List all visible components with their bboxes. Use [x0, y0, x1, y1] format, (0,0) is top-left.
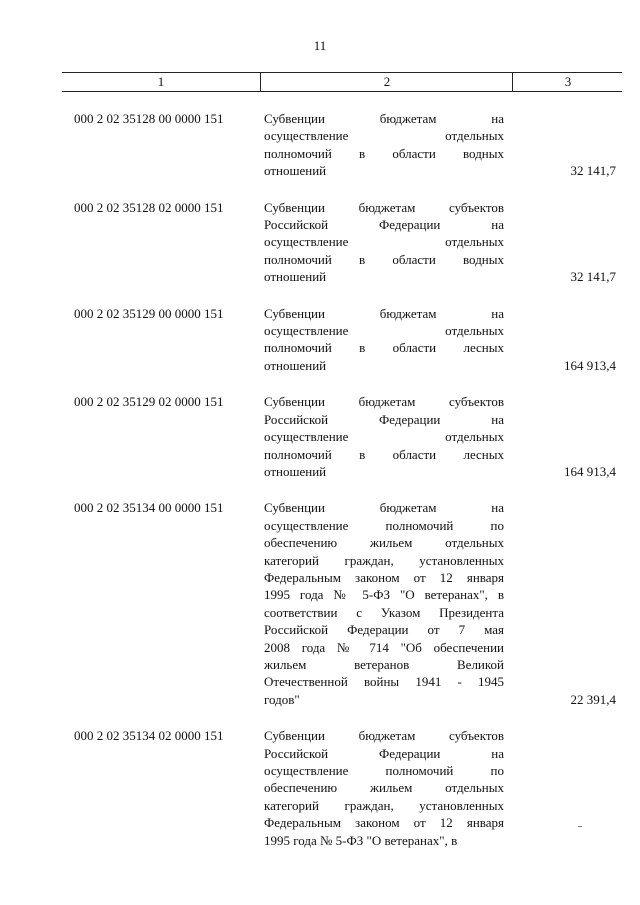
description-line: Субвенции бюджетам субъектов [264, 199, 504, 215]
row-code: 000 2 02 35134 02 0000 151 [74, 728, 224, 744]
description-line: Российской Федерации на [264, 745, 504, 761]
description-line: полномочий в области водных [264, 145, 504, 161]
description-line: категорий граждан, установленных [264, 552, 504, 568]
description-line: обеспечению жильем отдельных [264, 535, 504, 551]
description-line: Российской Федерации на [264, 411, 504, 427]
description-line: полномочий в области лесных [264, 446, 504, 462]
description-line: полномочий в области лесных [264, 340, 504, 356]
row-amount: 32 141,7 [570, 269, 616, 285]
row-code: 000 2 02 35128 02 0000 151 [74, 199, 224, 215]
description-line: осуществление полномочий по [264, 517, 504, 533]
description-line: Субвенции бюджетам субъектов [264, 394, 504, 410]
description-line: осуществление отдельных [264, 234, 504, 250]
description-line: соответствии с Указом Президента [264, 604, 504, 620]
description-line: Российской Федерации от 7 мая [264, 622, 504, 638]
description-line: Субвенции бюджетам на [264, 111, 504, 126]
row-amount: 22 391,4 [570, 691, 616, 707]
description-line: полномочий в области водных [264, 251, 504, 267]
description-line: Федеральным законом от 12 января [264, 569, 504, 585]
description-line: отношений [264, 163, 327, 179]
description-line: жильем ветеранов Великой [264, 656, 504, 672]
description-line: Федеральным законом от 12 января [264, 815, 504, 831]
row-code: 000 2 02 35128 00 0000 151 [74, 111, 224, 126]
description-line: отношений [264, 357, 327, 373]
description-line: осуществление отдельных [264, 323, 504, 339]
description-line: Субвенции бюджетам субъектов [264, 728, 504, 744]
table-row [0, 499, 640, 708]
description-line: отношений [264, 463, 327, 479]
row-code: 000 2 02 35134 00 0000 151 [74, 500, 224, 516]
header-col-1: 1 [157, 74, 165, 89]
table-row [0, 727, 640, 849]
row-code: 000 2 02 35129 00 0000 151 [74, 305, 224, 321]
row-amount: 164 913,4 [564, 357, 616, 373]
row-code: 000 2 02 35129 02 0000 151 [74, 394, 224, 410]
row-description [264, 305, 504, 375]
header-col-3: 3 [512, 73, 623, 91]
table-row [0, 199, 640, 286]
description-line: 2008 года № 714 "Об обеспечении [264, 639, 504, 655]
table-header [62, 72, 622, 92]
row-amount: 32 141,7 [570, 163, 616, 179]
row-description [264, 727, 504, 849]
description-line: 1995 года № 5-ФЗ "О ветеранах", в [264, 587, 504, 603]
table-row [0, 110, 640, 180]
row-description [264, 110, 504, 180]
description-line: отношений [264, 269, 327, 285]
header-col-2: 2 [260, 73, 513, 91]
table-row [0, 305, 640, 375]
description-line: осуществление отдельных [264, 429, 504, 445]
margin-mark [578, 826, 582, 827]
description-line: осуществление отдельных [264, 128, 504, 144]
table-body [0, 110, 640, 868]
description-line: Отечественной войны 1941 - 1945 [264, 674, 504, 690]
row-description [264, 393, 504, 480]
table-row [0, 393, 640, 480]
description-line: осуществление полномочий по [264, 763, 504, 778]
description-line: Субвенции бюджетам на [264, 500, 504, 516]
description-line: годов" [264, 691, 300, 707]
row-description [264, 199, 504, 286]
row-description [264, 499, 504, 708]
description-line: Российской Федерации на [264, 217, 504, 233]
description-line: 1995 года № 5-ФЗ "О ветеранах", в [264, 832, 458, 848]
page-number: 11 [313, 38, 327, 53]
row-amount: 164 913,4 [564, 463, 616, 479]
description-line: категорий граждан, установленных [264, 797, 504, 813]
description-line: обеспечению жильем отдельных [264, 780, 504, 796]
description-line: Субвенции бюджетам на [264, 305, 504, 321]
